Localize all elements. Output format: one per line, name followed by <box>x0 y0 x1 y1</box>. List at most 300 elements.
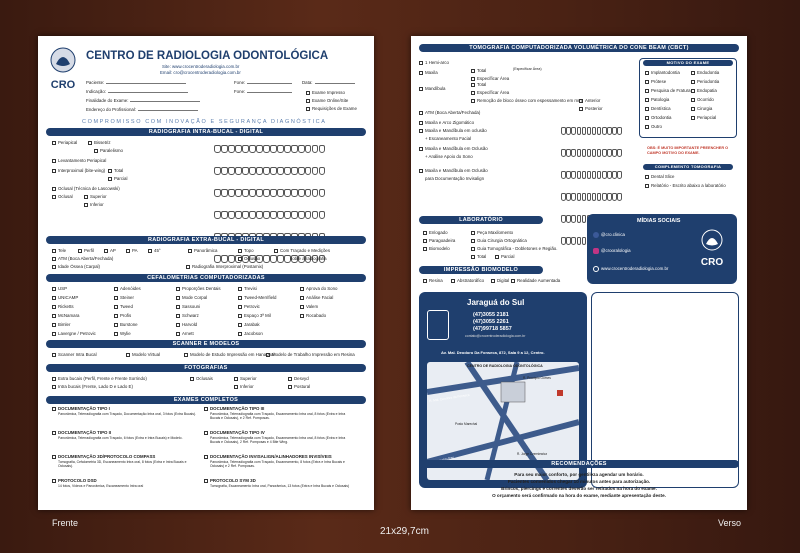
checkbox[interactable] <box>495 255 499 259</box>
tooth-icon[interactable] <box>277 211 283 219</box>
tooth-icon[interactable] <box>235 167 241 175</box>
tooth-icon[interactable] <box>319 211 325 219</box>
checkbox[interactable] <box>471 69 475 73</box>
cefalo-option-1[interactable] <box>114 286 141 291</box>
scanner-option-1[interactable] <box>126 352 160 357</box>
tooth-icon[interactable] <box>298 145 304 153</box>
tooth-icon[interactable] <box>221 211 227 219</box>
checkbox[interactable] <box>234 377 238 381</box>
checkbox[interactable] <box>423 231 427 235</box>
checkbox[interactable] <box>78 249 82 253</box>
tooth-icon[interactable] <box>305 167 311 175</box>
doc-option-4[interactable] <box>204 406 264 411</box>
checkbox[interactable] <box>691 89 695 93</box>
tooth-icon[interactable] <box>561 171 566 179</box>
tooth-icon[interactable] <box>277 167 283 175</box>
tooth-icon[interactable] <box>277 189 283 197</box>
tooth-icon[interactable] <box>214 255 220 263</box>
tooth-icon[interactable] <box>319 167 325 175</box>
checkbox[interactable] <box>645 116 649 120</box>
checkbox[interactable] <box>184 353 188 357</box>
tooth-icon[interactable] <box>277 255 283 263</box>
tooth-icon[interactable] <box>597 149 602 157</box>
tooth-icon[interactable] <box>249 211 255 219</box>
motivo-option-3[interactable] <box>691 79 719 84</box>
tooth-icon[interactable] <box>582 149 587 157</box>
checkbox[interactable] <box>423 247 427 251</box>
cefalo-option-27[interactable] <box>176 331 194 336</box>
extra-option-10[interactable] <box>52 256 113 261</box>
tomo-option-9[interactable] <box>579 106 603 111</box>
intra-option-5[interactable] <box>108 168 123 173</box>
checkbox[interactable] <box>52 385 56 389</box>
tooth-icon[interactable] <box>582 237 587 245</box>
motivo-option-9[interactable] <box>691 106 712 111</box>
tomo-option-16[interactable] <box>419 168 488 173</box>
field-purpose[interactable] <box>86 98 200 103</box>
cefalo-option-17[interactable] <box>176 313 199 318</box>
cefalo-option-23[interactable] <box>238 322 260 327</box>
motivo-option-2[interactable] <box>645 79 666 84</box>
tooth-icon[interactable] <box>571 127 576 135</box>
checkbox[interactable] <box>238 314 242 318</box>
tooth-icon[interactable] <box>597 127 602 135</box>
tooth-icon[interactable] <box>298 211 304 219</box>
tooth-icon[interactable] <box>582 193 587 201</box>
tooth-icon[interactable] <box>566 127 571 135</box>
tooth-icon[interactable] <box>617 127 622 135</box>
tooth-icon[interactable] <box>566 237 571 245</box>
opt-dental-slice[interactable] <box>645 174 674 179</box>
cefalo-option-28[interactable] <box>238 331 263 336</box>
scanner-option-3[interactable] <box>266 352 355 357</box>
checkbox[interactable] <box>188 249 192 253</box>
checkbox[interactable] <box>52 353 56 357</box>
checkbox[interactable] <box>176 314 180 318</box>
cefalo-option-7[interactable] <box>176 295 207 300</box>
tooth-icon[interactable] <box>256 145 262 153</box>
tooth-icon[interactable] <box>270 189 276 197</box>
checkbox[interactable] <box>471 239 475 243</box>
tomo-option-15[interactable] <box>425 154 473 159</box>
tooth-icon[interactable] <box>291 189 297 197</box>
cefalo-option-2[interactable] <box>176 286 221 291</box>
checkbox[interactable] <box>419 87 423 91</box>
doc-option-1[interactable] <box>52 430 111 435</box>
checkbox[interactable] <box>274 249 278 253</box>
checkbox[interactable] <box>419 147 423 151</box>
tooth-icon[interactable] <box>221 167 227 175</box>
tooth-icon[interactable] <box>256 189 262 197</box>
field-indication[interactable] <box>86 89 188 94</box>
checkbox[interactable] <box>423 279 427 283</box>
tooth-icon[interactable] <box>270 167 276 175</box>
field-patient[interactable] <box>86 80 186 85</box>
tooth-icon[interactable] <box>284 145 290 153</box>
motivo-option-0[interactable] <box>645 70 680 75</box>
checkbox[interactable] <box>52 479 56 483</box>
phone-2[interactable]: (47)3055 2261 <box>473 319 509 325</box>
intra-option-10[interactable] <box>84 202 104 207</box>
checkbox[interactable] <box>238 249 242 253</box>
impressao-option-1[interactable] <box>451 278 484 283</box>
tooth-icon[interactable] <box>242 189 248 197</box>
checkbox[interactable] <box>234 385 238 389</box>
checkbox[interactable] <box>419 121 423 125</box>
tooth-icon[interactable] <box>298 189 304 197</box>
tooth-icon[interactable] <box>612 171 617 179</box>
tooth-icon[interactable] <box>312 145 318 153</box>
impressao-option-0[interactable] <box>423 278 443 283</box>
checkbox[interactable] <box>423 239 427 243</box>
tooth-icon[interactable] <box>305 145 311 153</box>
tooth-icon[interactable] <box>256 211 262 219</box>
field-phone-2[interactable] <box>234 89 292 94</box>
checkbox[interactable] <box>204 431 208 435</box>
cefalo-option-25[interactable] <box>52 331 96 336</box>
checkbox[interactable] <box>114 305 118 309</box>
tooth-icon[interactable] <box>597 171 602 179</box>
extra-option-2[interactable] <box>104 248 116 253</box>
cefalo-option-3[interactable] <box>238 286 257 291</box>
tooth-icon[interactable] <box>263 145 269 153</box>
intra-option-1[interactable] <box>88 140 111 145</box>
extra-option-6[interactable] <box>238 248 254 253</box>
tooth-icon[interactable] <box>571 149 576 157</box>
tomo-option-12[interactable] <box>419 128 487 133</box>
checkbox[interactable] <box>126 249 130 253</box>
tooth-icon[interactable] <box>571 215 576 223</box>
intra-option-9[interactable] <box>84 194 107 199</box>
extra-option-8[interactable] <box>238 256 260 261</box>
checkbox[interactable] <box>84 203 88 207</box>
opt-requests[interactable] <box>306 106 357 111</box>
checkbox[interactable] <box>451 279 455 283</box>
tooth-icon[interactable] <box>571 193 576 201</box>
motivo-option-5[interactable] <box>691 88 717 93</box>
tooth-icon[interactable] <box>228 145 234 153</box>
checkbox[interactable] <box>238 332 242 336</box>
impressao-option-2[interactable] <box>491 278 509 283</box>
tooth-icon[interactable] <box>577 127 582 135</box>
field-phone-1[interactable] <box>234 80 292 85</box>
tooth-icon[interactable] <box>607 149 612 157</box>
intra-option-2[interactable] <box>94 148 123 153</box>
tooth-icon[interactable] <box>566 149 571 157</box>
cefalo-option-6[interactable] <box>114 295 134 300</box>
checkbox[interactable] <box>176 305 180 309</box>
tooth-icon[interactable] <box>577 193 582 201</box>
checkbox[interactable] <box>511 279 515 283</box>
checkbox[interactable] <box>266 353 270 357</box>
tooth-icon[interactable] <box>249 145 255 153</box>
foto-option-6[interactable] <box>288 384 310 389</box>
tooth-icon[interactable] <box>291 167 297 175</box>
tooth-icon[interactable] <box>612 193 617 201</box>
tomo-option-5[interactable] <box>471 82 486 87</box>
checkbox[interactable] <box>114 296 118 300</box>
tomo-option-13[interactable] <box>425 136 471 141</box>
foto-option-0[interactable] <box>52 376 147 381</box>
checkbox[interactable] <box>52 407 56 411</box>
checkbox[interactable] <box>645 98 649 102</box>
checkbox[interactable] <box>691 116 695 120</box>
tooth-icon[interactable] <box>221 189 227 197</box>
extra-option-3[interactable] <box>126 248 138 253</box>
tooth-icon[interactable] <box>305 211 311 219</box>
checkbox[interactable] <box>94 149 98 153</box>
tooth-icon[interactable] <box>607 193 612 201</box>
tooth-icon[interactable] <box>587 149 592 157</box>
tooth-icon[interactable] <box>228 189 234 197</box>
doc-option-0[interactable] <box>52 406 110 411</box>
doc-option-2[interactable] <box>52 454 155 459</box>
checkbox[interactable] <box>645 89 649 93</box>
foto-option-2[interactable] <box>190 376 213 381</box>
tooth-icon[interactable] <box>284 189 290 197</box>
checkbox[interactable] <box>52 141 56 145</box>
tooth-icon[interactable] <box>587 127 592 135</box>
checkbox[interactable] <box>108 177 112 181</box>
motivo-option-7[interactable] <box>691 97 714 102</box>
tooth-icon[interactable] <box>284 167 290 175</box>
cefalo-option-16[interactable] <box>114 313 131 318</box>
tomo-option-1[interactable] <box>419 70 438 75</box>
tooth-icon[interactable] <box>214 167 220 175</box>
tooth-icon[interactable] <box>242 167 248 175</box>
doc-option-7[interactable] <box>204 478 256 483</box>
impressao-option-3[interactable] <box>511 278 560 283</box>
intra-option-4[interactable] <box>52 168 105 173</box>
tooth-icon[interactable] <box>617 149 622 157</box>
cefalo-option-5[interactable] <box>52 295 78 300</box>
tomo-option-10[interactable] <box>419 110 480 115</box>
motivo-option-10[interactable] <box>645 115 672 120</box>
tooth-icon[interactable] <box>214 145 220 153</box>
tooth-icon[interactable] <box>602 193 607 201</box>
tooth-icon[interactable] <box>577 149 582 157</box>
checkbox[interactable] <box>52 265 56 269</box>
checkbox[interactable] <box>204 455 208 459</box>
tooth-icon[interactable] <box>566 171 571 179</box>
checkbox[interactable] <box>419 129 423 133</box>
tooth-icon[interactable] <box>270 211 276 219</box>
contact-email[interactable]: contato@crocentroderadiologia.com.br <box>465 334 526 338</box>
intra-option-7[interactable] <box>52 186 120 191</box>
checkbox[interactable] <box>419 169 423 173</box>
checkbox[interactable] <box>645 125 649 129</box>
foto-option-5[interactable] <box>288 376 309 381</box>
tooth-icon[interactable] <box>263 211 269 219</box>
checkbox[interactable] <box>52 187 56 191</box>
tooth-icon[interactable] <box>291 145 297 153</box>
motivo-option-8[interactable] <box>645 106 671 111</box>
checkbox[interactable] <box>186 265 190 269</box>
checkbox[interactable] <box>52 159 56 163</box>
cefalo-option-14[interactable] <box>300 304 318 309</box>
tomo-option-7[interactable] <box>471 98 582 103</box>
tooth-icon[interactable] <box>602 171 607 179</box>
tooth-icon[interactable] <box>582 215 587 223</box>
tooth-icon[interactable] <box>284 211 290 219</box>
lab-option-2[interactable] <box>423 238 455 243</box>
checkbox[interactable] <box>645 71 649 75</box>
checkbox[interactable] <box>176 323 180 327</box>
checkbox[interactable] <box>288 385 292 389</box>
checkbox[interactable] <box>419 111 423 115</box>
checkbox[interactable] <box>52 314 56 318</box>
motivo-option-6[interactable] <box>645 97 669 102</box>
tomo-option-8[interactable] <box>579 98 600 103</box>
checkbox[interactable] <box>52 257 56 261</box>
instagram-link[interactable] <box>593 248 631 254</box>
lab-option-5[interactable] <box>471 246 557 251</box>
tooth-icon[interactable] <box>561 237 566 245</box>
opt-printed[interactable] <box>306 90 345 95</box>
extra-option-11[interactable] <box>52 264 100 269</box>
tooth-icon[interactable] <box>617 171 622 179</box>
phone-1[interactable]: (47)3055 2181 <box>473 312 509 318</box>
tooth-icon[interactable] <box>235 211 241 219</box>
tooth-icon[interactable] <box>566 215 571 223</box>
tooth-icon[interactable] <box>597 193 602 201</box>
checkbox[interactable] <box>52 455 56 459</box>
cefalo-option-10[interactable] <box>52 304 74 309</box>
tooth-icon[interactable] <box>277 145 283 153</box>
tooth-icon[interactable] <box>319 145 325 153</box>
doc-option-6[interactable] <box>204 454 332 459</box>
tooth-icon[interactable] <box>577 237 582 245</box>
checkbox[interactable] <box>300 314 304 318</box>
tooth-icon[interactable] <box>291 211 297 219</box>
checkbox[interactable] <box>471 99 475 103</box>
phone-whatsapp[interactable]: (47)99718 5857 <box>473 326 512 332</box>
tooth-icon[interactable] <box>298 167 304 175</box>
extra-option-7[interactable] <box>274 248 330 253</box>
cefalo-option-4[interactable] <box>300 286 338 291</box>
tomo-option-0[interactable] <box>419 60 449 65</box>
tooth-icon[interactable] <box>582 127 587 135</box>
checkbox[interactable] <box>52 305 56 309</box>
checkbox[interactable] <box>300 305 304 309</box>
checkbox[interactable] <box>52 431 56 435</box>
tooth-icon[interactable] <box>571 237 576 245</box>
tooth-icon[interactable] <box>249 167 255 175</box>
extra-option-0[interactable] <box>52 248 66 253</box>
doc-option-3[interactable] <box>52 478 97 483</box>
tooth-icon[interactable] <box>319 189 325 197</box>
checkbox[interactable] <box>419 61 423 65</box>
checkbox[interactable] <box>114 314 118 318</box>
cefalo-option-26[interactable] <box>114 331 131 336</box>
tooth-icon[interactable] <box>214 189 220 197</box>
checkbox[interactable] <box>471 247 475 251</box>
checkbox[interactable] <box>300 287 304 291</box>
cefalo-option-21[interactable] <box>114 322 138 327</box>
extra-option-12[interactable] <box>186 264 263 269</box>
tooth-icon[interactable] <box>561 193 566 201</box>
checkbox[interactable] <box>471 91 475 95</box>
tooth-icon[interactable] <box>577 215 582 223</box>
tooth-icon[interactable] <box>242 211 248 219</box>
checkbox[interactable] <box>190 377 194 381</box>
checkbox[interactable] <box>691 80 695 84</box>
foto-option-4[interactable] <box>234 384 254 389</box>
checkbox[interactable] <box>84 195 88 199</box>
checkbox[interactable] <box>176 287 180 291</box>
checkbox[interactable] <box>52 287 56 291</box>
opt-report[interactable] <box>645 183 726 188</box>
tooth-icon[interactable] <box>312 167 318 175</box>
intra-option-0[interactable] <box>52 140 77 145</box>
lab-option-0[interactable] <box>423 230 448 235</box>
cefalo-option-18[interactable] <box>238 313 271 318</box>
checkbox[interactable] <box>52 169 56 173</box>
motivo-option-11[interactable] <box>691 115 716 120</box>
tooth-icon[interactable] <box>263 167 269 175</box>
checkbox[interactable] <box>148 249 152 253</box>
opt-online[interactable] <box>306 98 348 103</box>
cefalo-option-13[interactable] <box>238 304 260 309</box>
tooth-icon[interactable] <box>214 211 220 219</box>
foto-option-1[interactable] <box>52 384 133 389</box>
tooth-icon[interactable] <box>235 189 241 197</box>
checkbox[interactable] <box>300 296 304 300</box>
cefalo-option-0[interactable] <box>52 286 67 291</box>
checkbox[interactable] <box>114 287 118 291</box>
intra-option-8[interactable] <box>52 194 73 199</box>
tooth-icon[interactable] <box>602 127 607 135</box>
checkbox[interactable] <box>52 249 56 253</box>
cefalo-option-20[interactable] <box>52 322 70 327</box>
tooth-icon[interactable] <box>592 127 597 135</box>
motivo-option-12[interactable] <box>645 124 662 129</box>
tooth-icon[interactable] <box>228 167 234 175</box>
checkbox[interactable] <box>238 296 242 300</box>
checkbox[interactable] <box>52 323 56 327</box>
cefalo-option-15[interactable] <box>52 313 79 318</box>
tooth-icon[interactable] <box>566 193 571 201</box>
checkbox[interactable] <box>691 98 695 102</box>
doc-option-5[interactable] <box>204 430 265 435</box>
checkbox[interactable] <box>52 296 56 300</box>
tooth-icon[interactable] <box>577 171 582 179</box>
tooth-icon[interactable] <box>263 189 269 197</box>
tooth-icon[interactable] <box>249 189 255 197</box>
extra-option-9[interactable] <box>290 256 327 261</box>
tooth-icon[interactable] <box>582 171 587 179</box>
checkbox[interactable] <box>114 332 118 336</box>
scanner-option-0[interactable] <box>52 352 97 357</box>
scanner-option-2[interactable] <box>184 352 274 357</box>
tooth-icon[interactable] <box>270 145 276 153</box>
tooth-icon[interactable] <box>305 189 311 197</box>
tooth-icon[interactable] <box>607 127 612 135</box>
lab-option-7[interactable] <box>495 254 514 259</box>
checkbox[interactable] <box>288 377 292 381</box>
checkbox[interactable] <box>238 323 242 327</box>
checkbox[interactable] <box>645 80 649 84</box>
tooth-icon[interactable] <box>312 189 318 197</box>
tooth-icon[interactable] <box>561 149 566 157</box>
tooth-icon[interactable] <box>592 171 597 179</box>
tooth-icon[interactable] <box>617 193 622 201</box>
tooth-icon[interactable] <box>592 149 597 157</box>
extra-option-4[interactable] <box>148 248 161 253</box>
tomo-option-17[interactable] <box>425 176 484 181</box>
lab-option-4[interactable] <box>423 246 450 251</box>
tomo-option-14[interactable] <box>419 146 488 151</box>
